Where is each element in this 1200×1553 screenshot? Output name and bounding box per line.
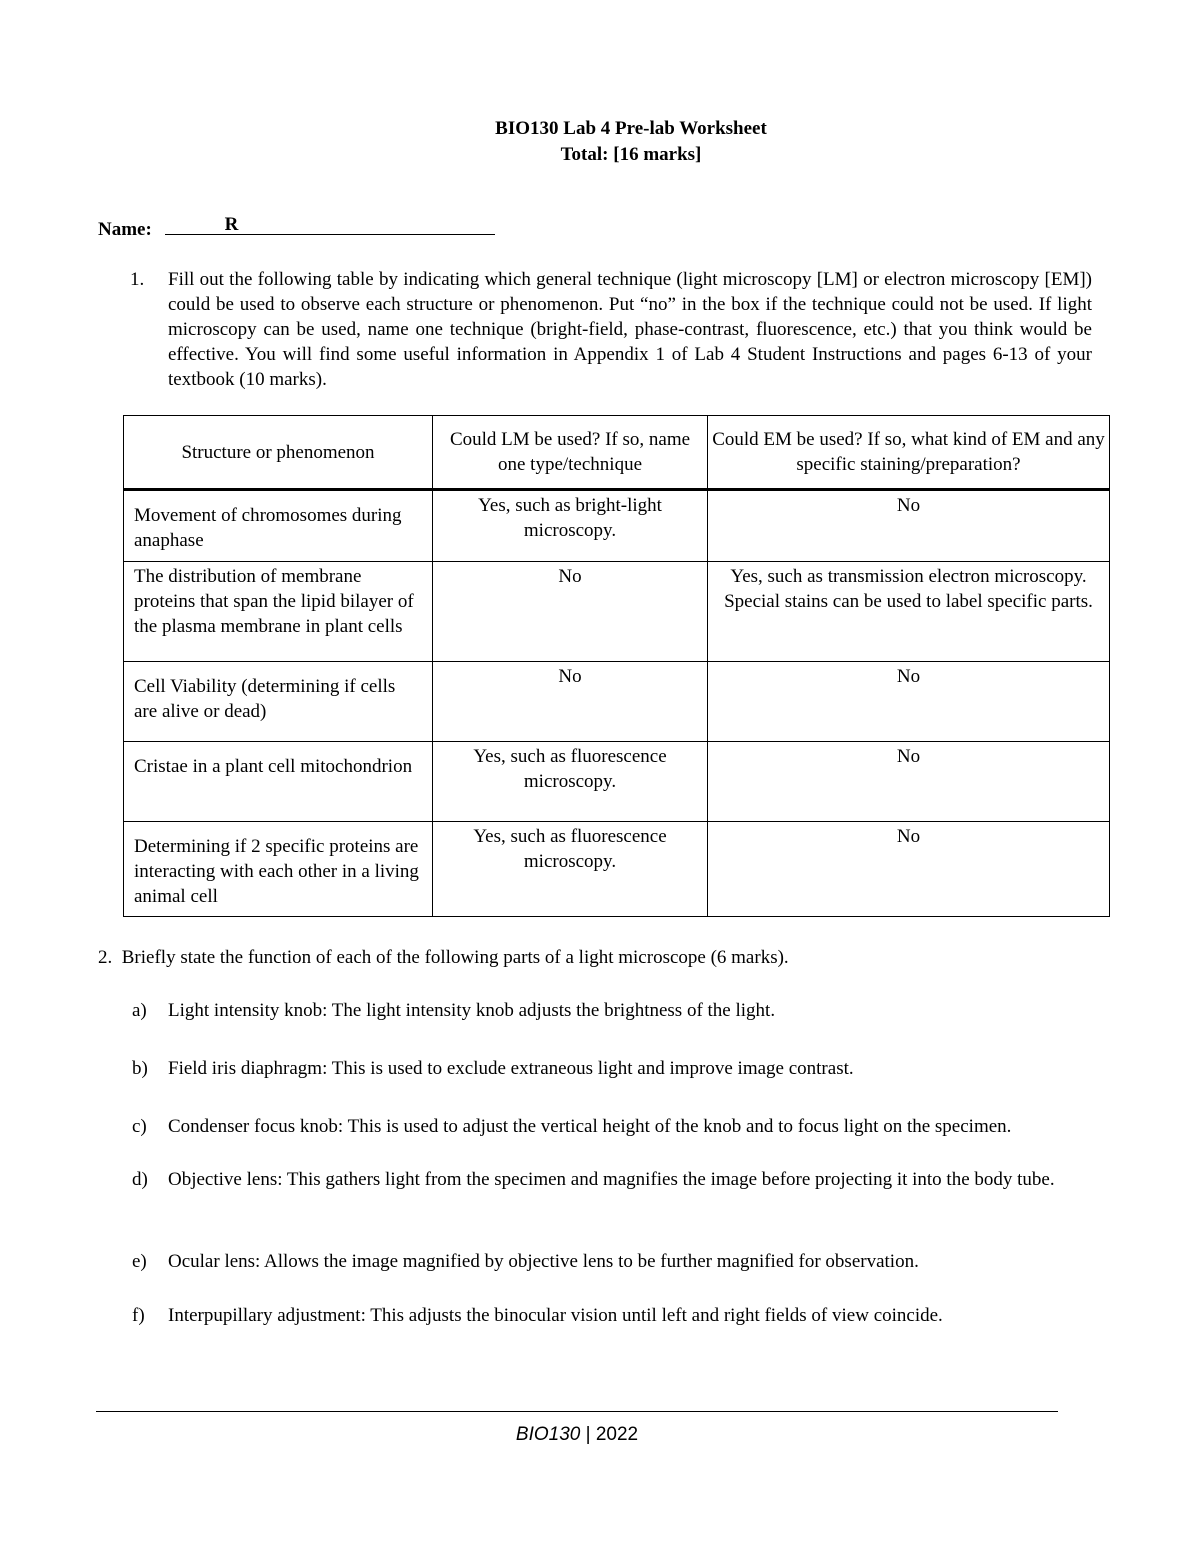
question-2	[98, 945, 789, 971]
answer-text[interactable]: Field iris diaphragm: This is used to exclude extraneous light and improve image contrast.	[168, 1058, 854, 1079]
worksheet-total: Total: [16 marks]	[560, 144, 702, 165]
answer-item-f	[132, 1301, 1132, 1331]
table-row	[124, 662, 1110, 742]
answer-item-d	[132, 1165, 1132, 1195]
answer-letter: c)	[132, 1116, 147, 1137]
cell-structure: Movement of chromosomes during anaphase	[124, 490, 433, 562]
cell-em[interactable]: No	[708, 490, 1110, 562]
answer-text[interactable]: Objective lens: This gathers light from the specimen and magnifies the image before projecting it into the body tube.	[168, 1169, 1055, 1190]
answer-text[interactable]: Condenser focus knob: This is used to adjust the vertical height of the knob and to focus light on the specimen.	[168, 1116, 1012, 1137]
worksheet-title: BIO130 Lab 4 Pre-lab Worksheet	[495, 118, 767, 139]
cell-em[interactable]: No	[708, 822, 1110, 917]
question-1	[130, 267, 1092, 392]
table-row	[124, 562, 1110, 662]
cell-lm[interactable]: Yes, such as fluorescence microscopy.	[433, 742, 708, 822]
cell-em[interactable]: Yes, such as transmission electron microscopy. Special stains can be used to label specific parts.	[708, 562, 1110, 662]
cell-em[interactable]: No	[708, 742, 1110, 822]
answer-letter: d)	[132, 1169, 148, 1190]
cell-structure: Determining if 2 specific proteins are interacting with each other in a living animal cell	[124, 822, 433, 917]
question-2-text: Briefly state the function of each of the following parts of a light microscope (6 marks).	[121, 947, 789, 968]
cell-structure: Cristae in a plant cell mitochondrion	[124, 742, 433, 822]
table-header-row	[124, 416, 1110, 490]
header-em: Could EM be used? If so, what kind of EM and any specific staining/preparation?	[708, 416, 1110, 490]
cell-structure: Cell Viability (determining if cells are alive or dead)	[124, 662, 433, 742]
header-structure: Structure or phenomenon	[124, 416, 433, 490]
answer-text[interactable]: Ocular lens: Allows the image magnified by objective lens to be further magnified for observation.	[168, 1251, 919, 1272]
table-row	[124, 822, 1110, 917]
name-row	[98, 214, 495, 241]
answer-item-e	[132, 1247, 1132, 1277]
footer-separator: |	[585, 1424, 591, 1445]
answer-letter: f)	[132, 1305, 145, 1326]
question-1-number: 1.	[130, 269, 145, 290]
answer-item-b	[132, 1054, 1132, 1084]
technique-table	[123, 415, 1110, 917]
question-1-text: Fill out the following table by indicating which general technique (light microscopy [LM] or electron microscopy [EM]) could be used to observe each structure or phenomenon. Put “no” in the box if the technique could not be used. If light microscopy can be used, name one technique (bright-field, phase-contrast, fluorescence, etc.) that you think would be effective. You will find some useful information in Appendix 1 of Lab 4 Student Instructions and pages 6-13 of your textbook (10 marks).	[168, 269, 1092, 390]
answer-item-a	[132, 996, 1132, 1026]
answer-letter: b)	[132, 1058, 148, 1079]
header-lm: Could LM be used? If so, name one type/technique	[433, 416, 708, 490]
cell-lm[interactable]: No	[433, 662, 708, 742]
answer-letter: e)	[132, 1251, 147, 1272]
footer-year: 2022	[595, 1424, 639, 1445]
page-footer	[0, 1424, 1154, 1446]
footer-divider	[96, 1411, 1058, 1412]
cell-lm[interactable]: No	[433, 562, 708, 662]
cell-lm[interactable]: Yes, such as bright-light microscopy.	[433, 490, 708, 562]
question-2-number: 2.	[98, 947, 113, 968]
cell-lm[interactable]: Yes, such as fluorescence microscopy.	[433, 822, 708, 917]
footer-course: BIO130	[515, 1424, 581, 1445]
name-field[interactable]	[165, 214, 495, 235]
answer-letter: a)	[132, 1000, 147, 1021]
answer-text[interactable]: Interpupillary adjustment: This adjusts the binocular vision until left and right fields of view coincide.	[168, 1305, 943, 1326]
name-label: Name:	[98, 219, 152, 240]
answer-text[interactable]: Light intensity knob: The light intensity knob adjusts the brightness of the light.	[168, 1000, 776, 1021]
table-row	[124, 490, 1110, 562]
cell-em[interactable]: No	[708, 662, 1110, 742]
table-row	[124, 742, 1110, 822]
cell-structure: The distribution of membrane proteins that span the lipid bilayer of the plasma membrane in plant cells	[124, 562, 433, 662]
name-value: R	[224, 214, 239, 235]
answer-item-c	[132, 1112, 1132, 1142]
